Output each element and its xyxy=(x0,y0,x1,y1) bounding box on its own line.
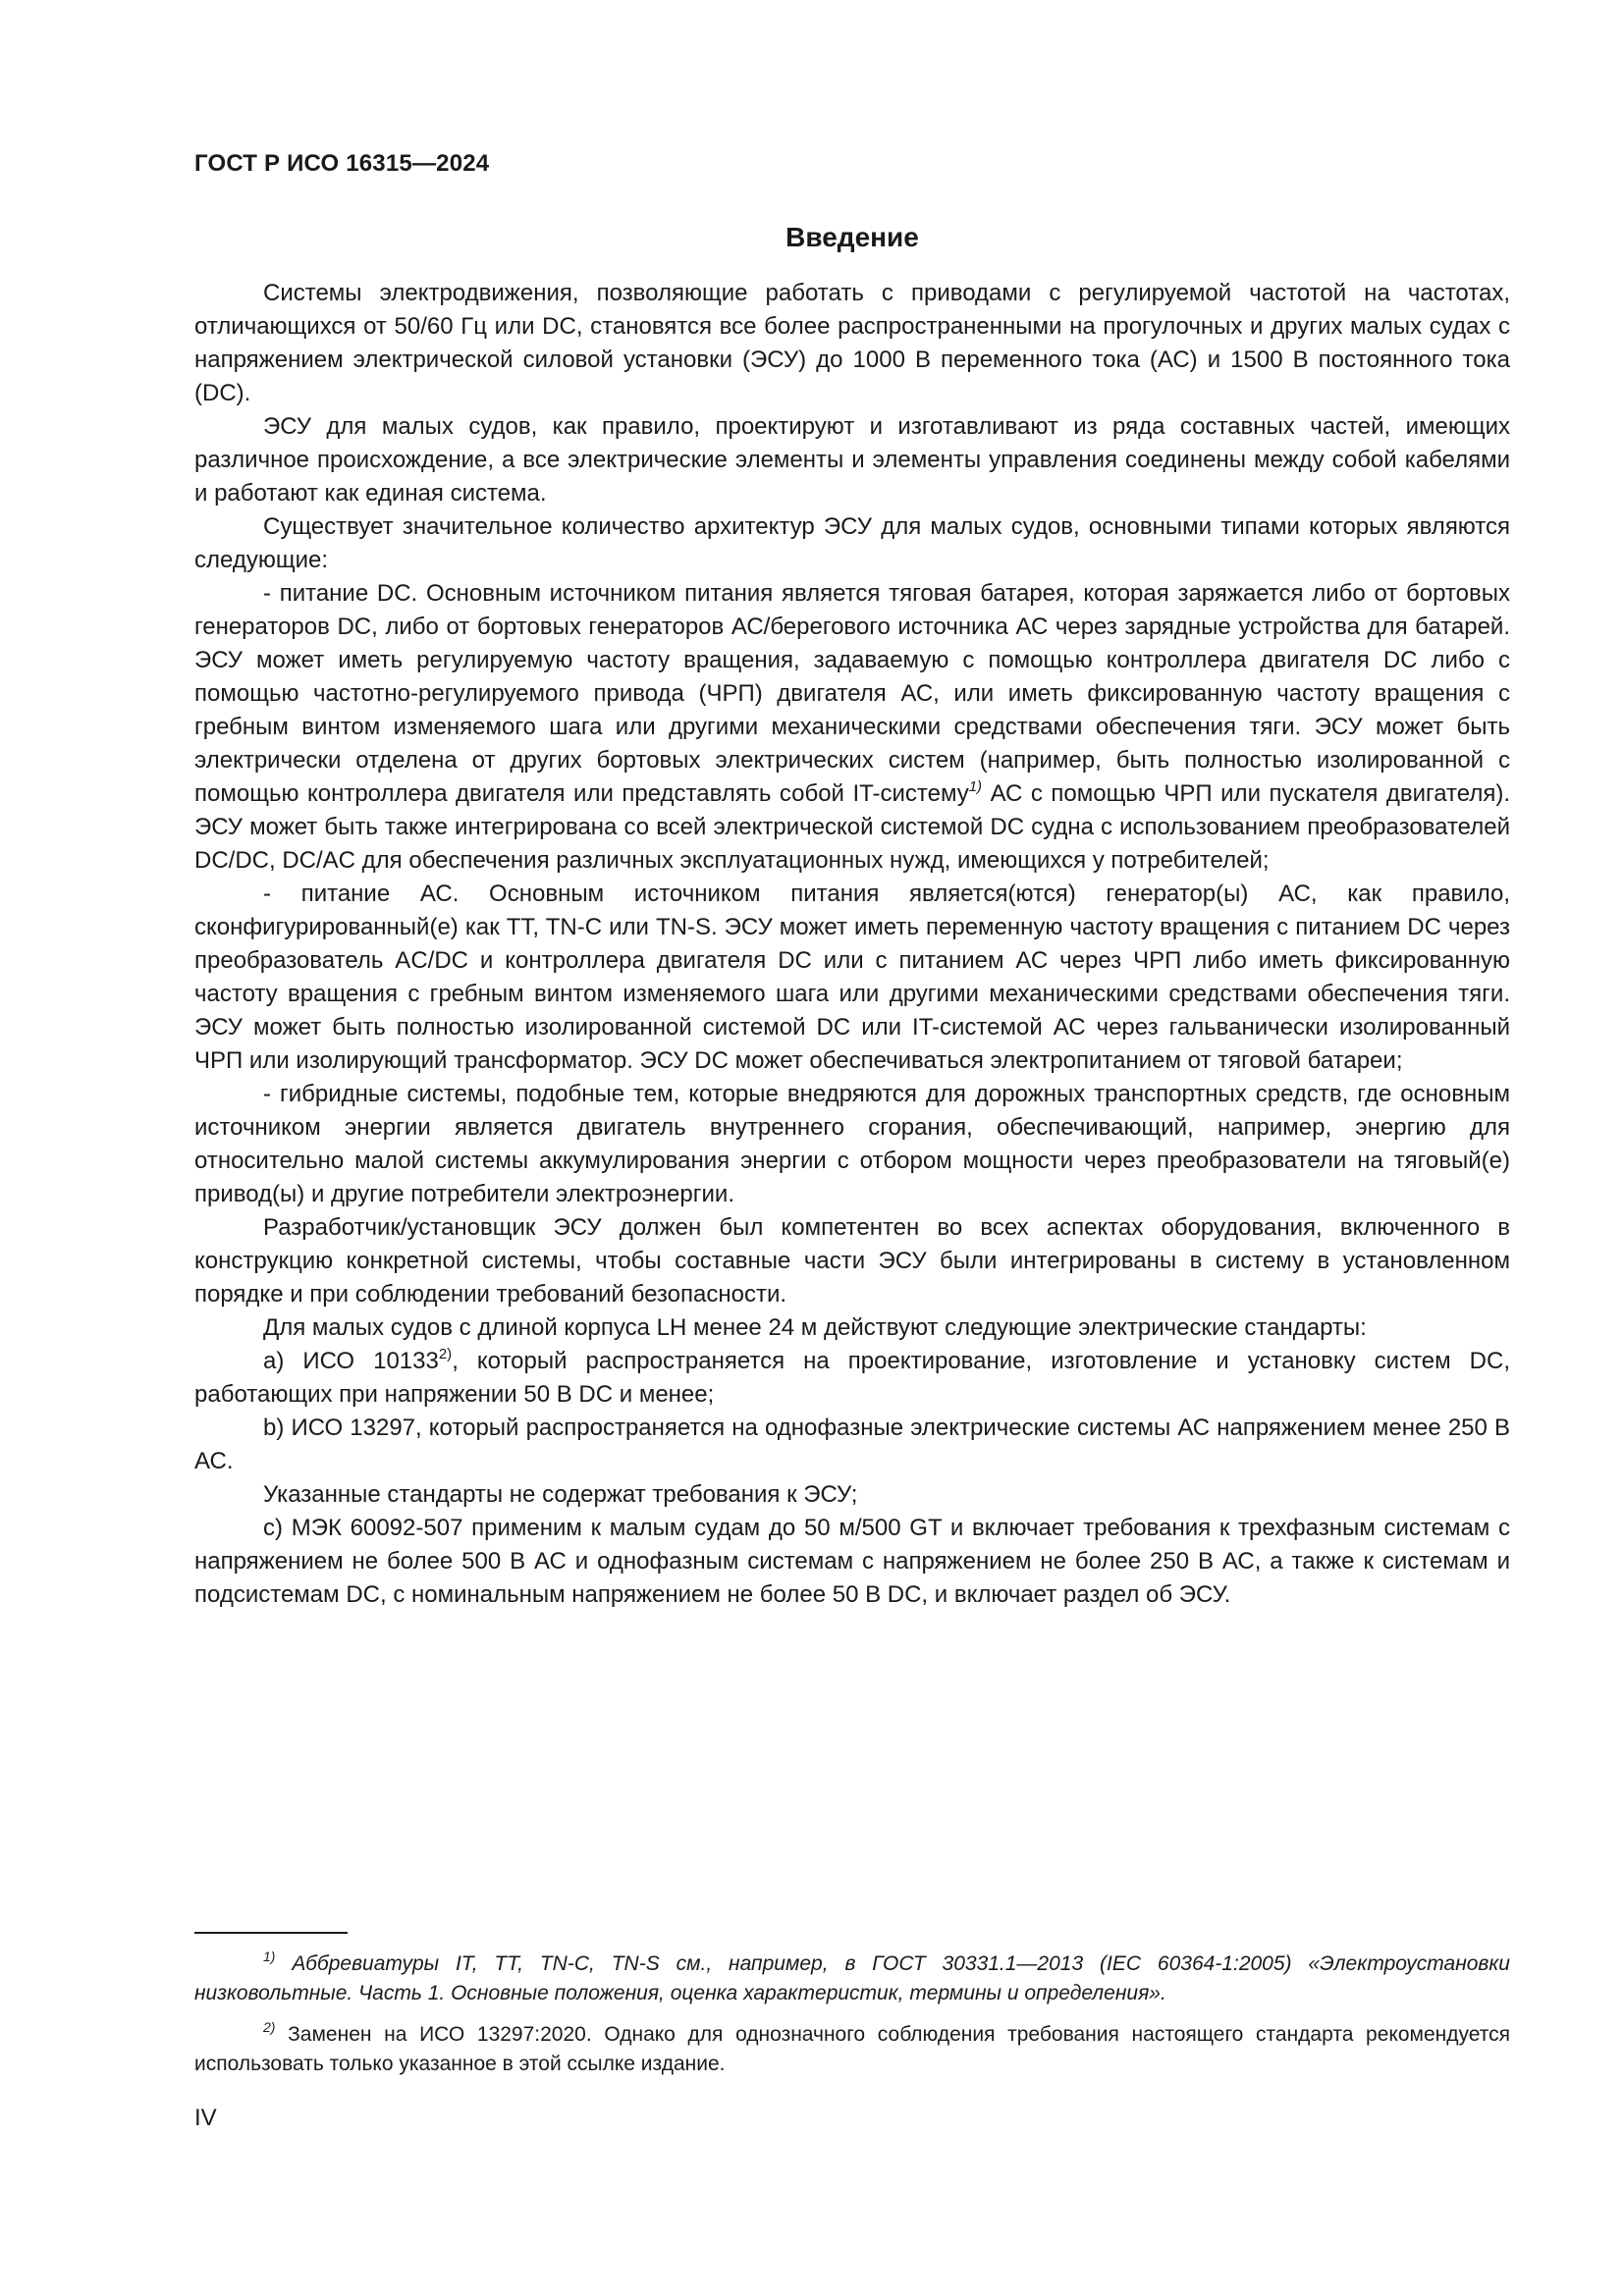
footnotes xyxy=(194,1949,1510,2089)
footnote-ref-2: 2) xyxy=(438,1346,453,1362)
list-item-dc-power xyxy=(194,577,1510,878)
paragraph: ЭСУ для малых судов, как правило, проектируют и изготавливают из ряда составных частей, имеющих различное происхождение, а все электрические элементы и элементы управления соединены между собой кабелями и работают как единая система. xyxy=(194,413,1510,507)
document-header: ГОСТ Р ИСО 16315—2024 xyxy=(194,150,490,177)
paragraph-text: a) ИСО 10133 xyxy=(263,1348,439,1374)
footnote-divider xyxy=(194,1932,348,1934)
section-title: Введение xyxy=(785,222,919,252)
footnote-1-mark: 1) xyxy=(263,1949,276,1964)
list-item-hybrid: - гибридные системы, подобные тем, которые внедряются для дорожных транспортных средств, где основным источником энергии является двигатель внутреннего сгорания, обеспечивающий, например, энергию для относительно малой системы аккумулирования энергии с отбором мощности через преобразователи на тяговый(е) привод(ы) и другие потребители электроэнергии. xyxy=(194,1081,1510,1207)
paragraph: Для малых судов с длиной корпуса LH менее 24 м действуют следующие электрические стандарты: xyxy=(263,1314,1367,1341)
list-item-c: c) МЭК 60092-507 применим к малым судам до 50 м/500 GT и включает требования к трехфазным системам с напряжением не более 500 В АС и однофазным системам с напряжением не более 250 В АС, а также к системам и подсистемам DC, с номинальным напряжением не более 50 В DC, и включает раздел об ЭСУ. xyxy=(194,1515,1510,1608)
main-content xyxy=(194,218,1510,1612)
page-number: IV xyxy=(194,2105,217,2131)
paragraph: Разработчик/установщик ЭСУ должен был компетентен во всех аспектах оборудования, включенного в конструкцию конкретной системы, чтобы составные части ЭСУ были интегрированы в систему в установленном порядке и при соблюдении требований безопасности. xyxy=(194,1214,1510,1308)
paragraph: Системы электродвижения, позволяющие работать с приводами с регулируемой частотой на частотах, отличающихся от 50/60 Гц или DC, становятся все более распространенными на прогулочных и других малых судах с напряжением электрической силовой установки (ЭСУ) до 1000 В переменного тока (АС) и 1500 В постоянного тока (DC). xyxy=(194,280,1510,406)
paragraph-text: АС с помощью ЧРП или пускателя двигателя). ЭСУ может быть также интегрирована со всей электрической системой DC судна с использованием преобразователей DC/DC, DC/AC для обеспечения различных эксплуатационных нужд, имеющихся у потребителей; xyxy=(194,780,1510,874)
paragraph-text: - питание DC. Основным источником питания является тяговая батарея, которая заряжается либо от бортовых генераторов DC, либо от бортовых генераторов АС/берегового источника АС через зарядные устройства для батарей. ЭСУ может иметь регулируемую частоту вращения, задаваемую с помощью контроллера двигателя DC либо с помощью частотно-регулируемого привода (ЧРП) двигателя АС, или иметь фиксированную частоту вращения с гребным винтом изменяемого шага или другими механическими средствами обеспечения тяги. ЭСУ может быть электрически отделена от других бортовых электрических систем (например, быть полностью изолированной с помощью контроллера двигателя или представлять собой IT-систему xyxy=(194,580,1510,807)
list-item-a xyxy=(194,1345,1510,1412)
footnote-1 xyxy=(194,1949,1510,2008)
footnote-2-text: Заменен на ИСО 13297:2020. Однако для однозначного соблюдения требования настоящего стандарта рекомендуется использовать только указанное в этой ссылке издание. xyxy=(194,2023,1510,2075)
paragraph: Существует значительное количество архитектур ЭСУ для малых судов, основными типами которых являются следующие: xyxy=(194,513,1510,573)
list-item-b: b) ИСО 13297, который распространяется на однофазные электрические системы АС напряжением менее 250 В АС. xyxy=(194,1415,1510,1474)
footnote-ref-1: 1) xyxy=(968,778,983,795)
paragraph-text: , который распространяется на проектирование, изготовление и установку систем DC, работающих при напряжении 50 В DC и менее; xyxy=(194,1348,1511,1408)
footnote-1-text: Аббревиатуры IT, TT, TN-C, TN-S см., например, в ГОСТ 30331.1—2013 (IEC 60364-1:2005) «Электроустановки низковольтные. Часть 1. Основные положения, оценка характеристик, термины и определения». xyxy=(194,1952,1510,2004)
footnote-2 xyxy=(194,2020,1510,2079)
list-item-ac-power: - питание АС. Основным источником питания является(ются) генератор(ы) АС, как правило, сконфигурированный(е) как TT, TN-C или TN-S. ЭСУ может иметь переменную частоту вращения с питанием DC через преобразователь AC/DC и контроллера двигателя DC или с питанием АС через ЧРП либо иметь фиксированную частоту вращения с гребным винтом изменяемого шага или другими механическими средствами обеспечения тяги. ЭСУ может быть полностью изолированной системой DC или IT-системой АС через гальванически изолированный ЧРП или изолирующий трансформатор. ЭСУ DC может обеспечиваться электропитанием от тяговой батареи; xyxy=(194,881,1510,1074)
paragraph: Указанные стандарты не содержат требования к ЭСУ; xyxy=(263,1481,858,1508)
footnote-2-mark: 2) xyxy=(263,2019,276,2035)
